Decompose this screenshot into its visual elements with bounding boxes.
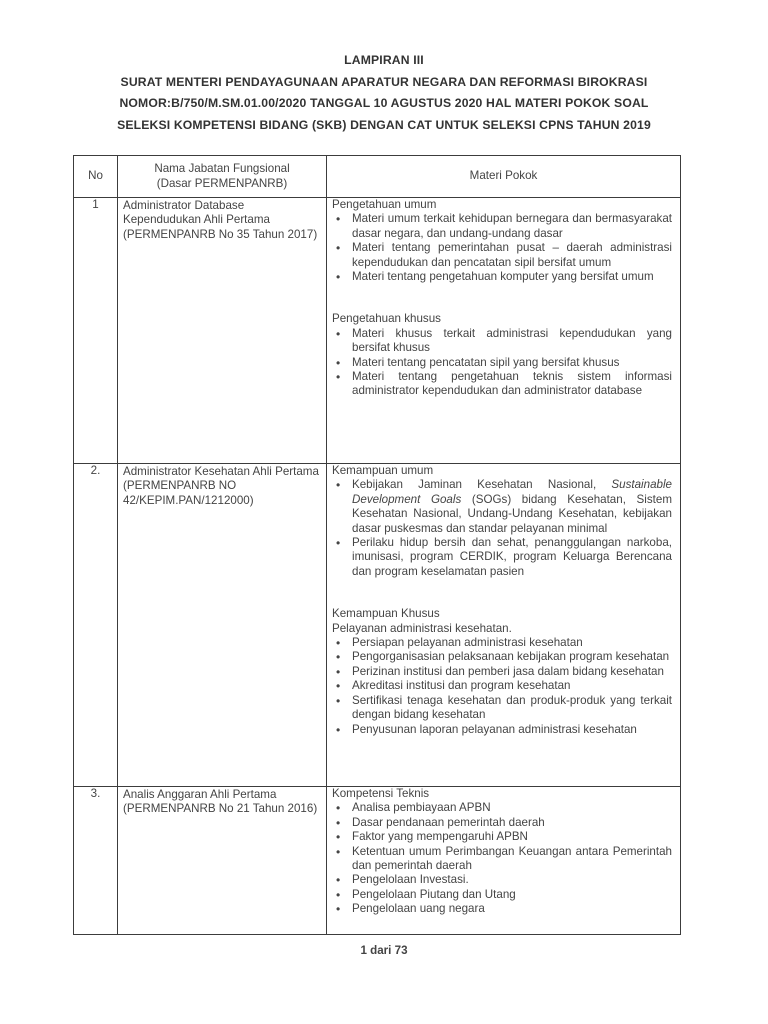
list-item: • Penyusunan laporan pelayanan administrasi kesehatan [332,723,672,737]
list-item: • Persiapan pelayanan administrasi kesehatan [332,636,672,650]
col-header-nama [118,156,327,198]
jabatan-dasar: (PERMENPANRB NO 42/KEPIM.PAN/1212000) [123,479,254,507]
materi-list [332,327,672,399]
list-item: • Pengelolaan uang negara [332,902,672,916]
materi-table [73,155,681,935]
list-item: • Materi khusus terkait administrasi kependudukan yang bersifat khusus [332,327,672,356]
header-lampiran: LAMPIRAN III [344,53,424,67]
materi-cell [327,198,681,464]
list-item: • Akreditasi institusi dan program kesehatan [332,679,672,693]
list-item: • Pengelolaan Piutang dan Utang [332,888,672,902]
list-item: • Pengorganisasian pelaksanaan kebijakan program kesehatan [332,650,672,664]
page-number: 1 dari 73 [360,944,408,957]
materi-list [332,636,672,737]
materi-cell [327,787,681,935]
materi-list [332,801,672,916]
section-title: Kompetensi Teknis [332,787,430,800]
list-item: • Materi tentang pemerintahan pusat – daerah administrasi kependudukan dan pencatatan sipil bersifat umum [332,241,672,270]
row-number: 2. [74,464,118,787]
header-nomor: NOMOR:B/750/M.SM.01.00/2020 TANGGAL 10 AGUSTUS 2020 HAL MATERI POKOK SOAL [119,96,649,110]
table-row [74,198,681,464]
list-item: • Ketentuan umum Perimbangan Keuangan antara Pemerintah dan pemerintah daerah [332,845,672,874]
materi-list [332,478,672,579]
row-number: 1 [74,198,118,464]
table-row [74,464,681,787]
list-item: • Dasar pendanaan pemerintah daerah [332,816,672,830]
section-title: Kemampuan umum [332,464,434,477]
list-item: • Materi tentang pencatatan sipil yang bersifat khusus [332,356,672,370]
col-header-materi: Materi Pokok [327,156,681,198]
section-title: Pengetahuan umum [332,198,437,211]
jabatan-name: Administrator Database Kependudukan Ahli Pertama (PERMENPANRB No 35 Tahun 2017) [118,198,327,464]
section-title: Kemampuan Khusus [332,607,440,621]
materi-list [332,212,672,284]
list-item: • Materi tentang pengetahuan teknis sistem informasi administrator kependudukan dan administrator database [332,370,672,399]
col-header-nama-line1: Nama Jabatan Fungsional [154,162,290,176]
materi-cell [327,464,681,787]
list-item: • Faktor yang mempengaruhi APBN [332,830,672,844]
row-number: 3. [74,787,118,935]
header-seleksi: SELEKSI KOMPETENSI BIDANG (SKB) DENGAN CAT UNTUK SELEKSI CPNS TAHUN 2019 [117,117,651,132]
list-item: • Kebijakan Jaminan Kesehatan Nasional, Sustainable Development Goals (SOGs) bidang Kesehatan, Sistem Kesehatan Nasional, Undang-Undang Kesehatan, kebijakan dasar puskesmas dan standar pelayanan minimal [332,478,672,536]
section-subtitle: Pelayanan administrasi kesehatan. [332,621,512,635]
jabatan-title: Administrator Kesehatan Ahli Pertama [123,465,319,478]
jabatan-name: Analis Anggaran Ahli Pertama (PERMENPANRB No 21 Tahun 2016) [118,787,327,935]
table-header-row [74,156,681,198]
header-surat: SURAT MENTERI PENDAYAGUNAAN APARATUR NEGARA DAN REFORMASI BIROKRASI [120,74,648,89]
list-item: • Perilaku hidup bersih dan sehat, penanggulangan narkoba, imunisasi, program CERDIK, program Keluarga Berencana dan program keselamatan pasien [332,536,672,579]
list-item: • Sertifikasi tenaga kesehatan dan produk-produk yang terkait dengan bidang kesehatan [332,694,672,723]
col-header-no: No [74,156,118,198]
list-item: • Pengelolaan Investasi. [332,873,672,887]
list-item: • Materi umum terkait kehidupan bernegara dan bermasyarakat dasar negara, dan undang-undang dasar [332,212,672,241]
table-row [74,787,681,935]
list-item: • Perizinan institusi dan pemberi jasa dalam bidang kesehatan [332,665,672,679]
document-header [0,50,768,136]
jabatan-name [118,464,327,787]
col-header-nama-line2: (Dasar PERMENPANRB) [156,176,288,190]
list-item: • Analisa pembiayaan APBN [332,801,672,815]
section-title: Pengetahuan khusus [332,312,441,326]
list-item: • Materi tentang pengetahuan komputer yang bersifat umum [332,270,672,284]
